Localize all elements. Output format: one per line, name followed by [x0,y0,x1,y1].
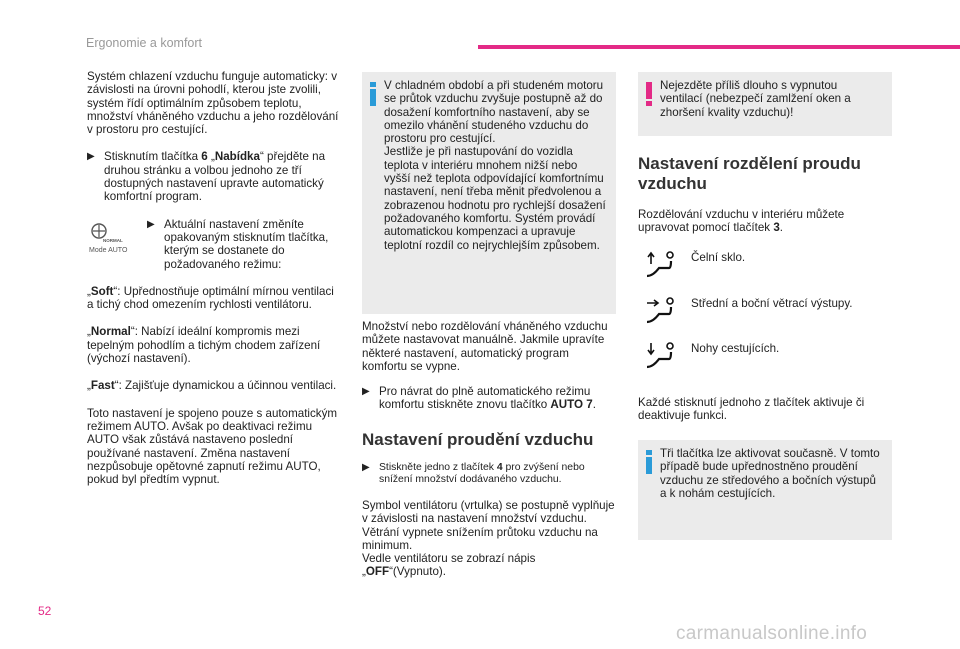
header-title: Ergonomie a komfort [86,36,203,50]
info-box-text: V chladném období a při studeném motoru se průtok vzduchu zvyšuje postupně až do dosažení komfortního nastavení, aby se omezilo vhánění studeného vzduchu do prostoru pro cestující. Jestliže je při nastupování do vozidla teplota v interiéru mnohem nižší nebo vyšší než teplota odpovídající komfortnímu nastavení, není třeba měnit předvolenou a zobrazenou hodnotu pro rychlejší dosažení požadovaného komfortu. Systém provádí automatickou kompenzaci a upravuje teplotní rozdíl co nejrychlejším způsobem. [384,79,606,252]
option-vents: Střední a boční větrací výstupy. [691,297,853,310]
text: “(Vypnuto). [389,565,446,579]
text: Symbol ventilátoru (vrtulka) se postupně vyplňuje v závislosti na nastavení množství vzduchu. Větrání vypnete snížením průtoku vzduchu na minimum. Vedle ventilátoru se zobrazí nápis „ [362,498,615,579]
menu-term: Nabídka [214,150,260,164]
warning-icon [646,82,652,106]
normal-term: Normal [90,325,131,339]
bullet-airflow [362,462,616,487]
button-number: 6 [201,150,208,164]
text: “: Upřednostňuje optimální mírnou ventilaci a tichý chod omezením rychlosti ventilátoru. [87,284,334,312]
heading-distribution: Nastavení rozdělení proudu vzduchu [638,154,861,193]
bullet-arrow-icon: ▶ [362,386,370,398]
soft-term: Soft [90,284,114,298]
button-number: 3 [773,221,780,235]
bullet-auto [362,385,616,412]
text: . [779,221,784,235]
info-box-buttons [638,440,892,540]
soft-paragraph: „Soft“: Upřednostňuje optimální mírnou ventilaci a tichý chod omezením rychlosti ventilátoru. [87,284,334,312]
off-label: OFF [365,565,390,579]
header-accent-bar [478,45,960,49]
mode-icon-label: NORMAL [103,237,123,243]
warning-box-text: Nejezděte příliš dlouho s vypnutou ventilací (nebezpečí zamlžení oken a zhoršení kvality vzduchu)! [660,79,851,119]
text: „ [207,150,215,164]
bullet-text: Aktuální nastavení změníte opakovaným stisknutím tlačítka, kterým se dostanete do požadovaného režimu: [164,217,329,271]
info-icon [370,82,376,106]
text: pro zvýšení nebo snížení množství dodávaného vzduchu. [379,461,585,486]
bullet-menu [87,150,341,203]
mode-icon-caption: Mode AUTO [89,246,128,254]
info-icon [646,450,652,474]
text: Stiskněte jedno z tlačítek [379,461,497,473]
column-3 [638,154,892,235]
option-windscreen: Čelní sklo. [691,251,746,264]
info-box-cold [362,72,616,314]
distribution-intro [638,208,892,235]
bullet-mode [147,218,341,271]
feet-seat-icon [645,341,679,376]
fast-term: Fast [90,379,115,393]
text: “ přejděte na druhou stránku a volbou jednoho ze tří dostupných nastavení upravte automatický komfortní program. [104,150,326,204]
text: Stisknutím tlačítka [104,150,202,164]
watermark: carmanualsonline.info [676,623,868,644]
column-1 [87,70,341,486]
fan-paragraph [362,499,616,579]
outro-paragraph: Toto nastavení je spojeno pouze s automatickým režimem AUTO. Avšak po deaktivaci režimu AUTO však zůstává nastaveno poslední používané nastavení. Změna nastavení nezpůsobuje opětovné zapnutí režimu AUTO, pokud byl předtím vypnut. [87,406,338,487]
text: . [592,398,596,412]
text: Rozdělování vzduchu v interiéru můžete upravovat pomocí tlačítek [638,208,845,235]
toggle-paragraph-wrap [638,396,892,423]
text: “: Nabízí ideální kompromis mezi tepelným pohodlím a tichým chodem zařízení (výchozí nastavení). [87,325,321,366]
heading-airflow: Nastavení proudění vzduchu [362,429,594,449]
button-number: 4 [496,461,503,473]
warning-box [638,72,892,136]
normal-paragraph: „Normal“: Nabízí ideální kompromis mezi tepelným pohodlím a tichým chodem zařízení (výchozí nastavení). [87,325,321,366]
toggle-paragraph: Každé stisknutí jednoho z tlačítek aktivuje či deaktivuje funkci. [638,396,865,423]
bullet-arrow-icon: ▶ [362,461,370,473]
mode-row [87,218,341,271]
info-box-buttons-text: Tři tlačítka lze aktivovat současně. V tomto případě bude upřednostněno proudění vzduchu ze středového a bočních výstupů a k nohám cestujících. [660,447,880,500]
text: Pro návrat do plně automatického režimu komfortu stiskněte znovu tlačítko [379,385,591,412]
manual-paragraph: Množství nebo rozdělování vháněného vzduchu můžete nastavovat manuálně. Jakmile upravíte některé nastavení, automatický program komfortu se vypne. [362,320,608,373]
mode-auto-icon [87,218,147,270]
bullet-arrow-icon: ▶ [147,218,155,230]
page-number: 52 [38,604,52,618]
fast-paragraph: „Fast“: Zajišťuje dynamickou a účinnou ventilaci. [87,379,337,393]
auto-button-label: AUTO 7 [550,398,593,412]
bullet-arrow-icon: ▶ [87,151,95,163]
column-2 [362,320,616,579]
option-feet: Nohy cestujících. [691,342,780,355]
vents-seat-icon [645,296,679,331]
intro-paragraph: Systém chlazení vzduchu funguje automaticky: v závislosti na úrovni pohodlí, kterou jste zvolili, systém řídí optimálním způsobem teplotu, množství vháněného vzduchu a jeho rozdělování v prostoru pro cestující. [87,70,339,137]
text: “: Zajišťuje dynamickou a účinnou ventilaci. [114,379,337,393]
windscreen-seat-icon [645,250,679,285]
